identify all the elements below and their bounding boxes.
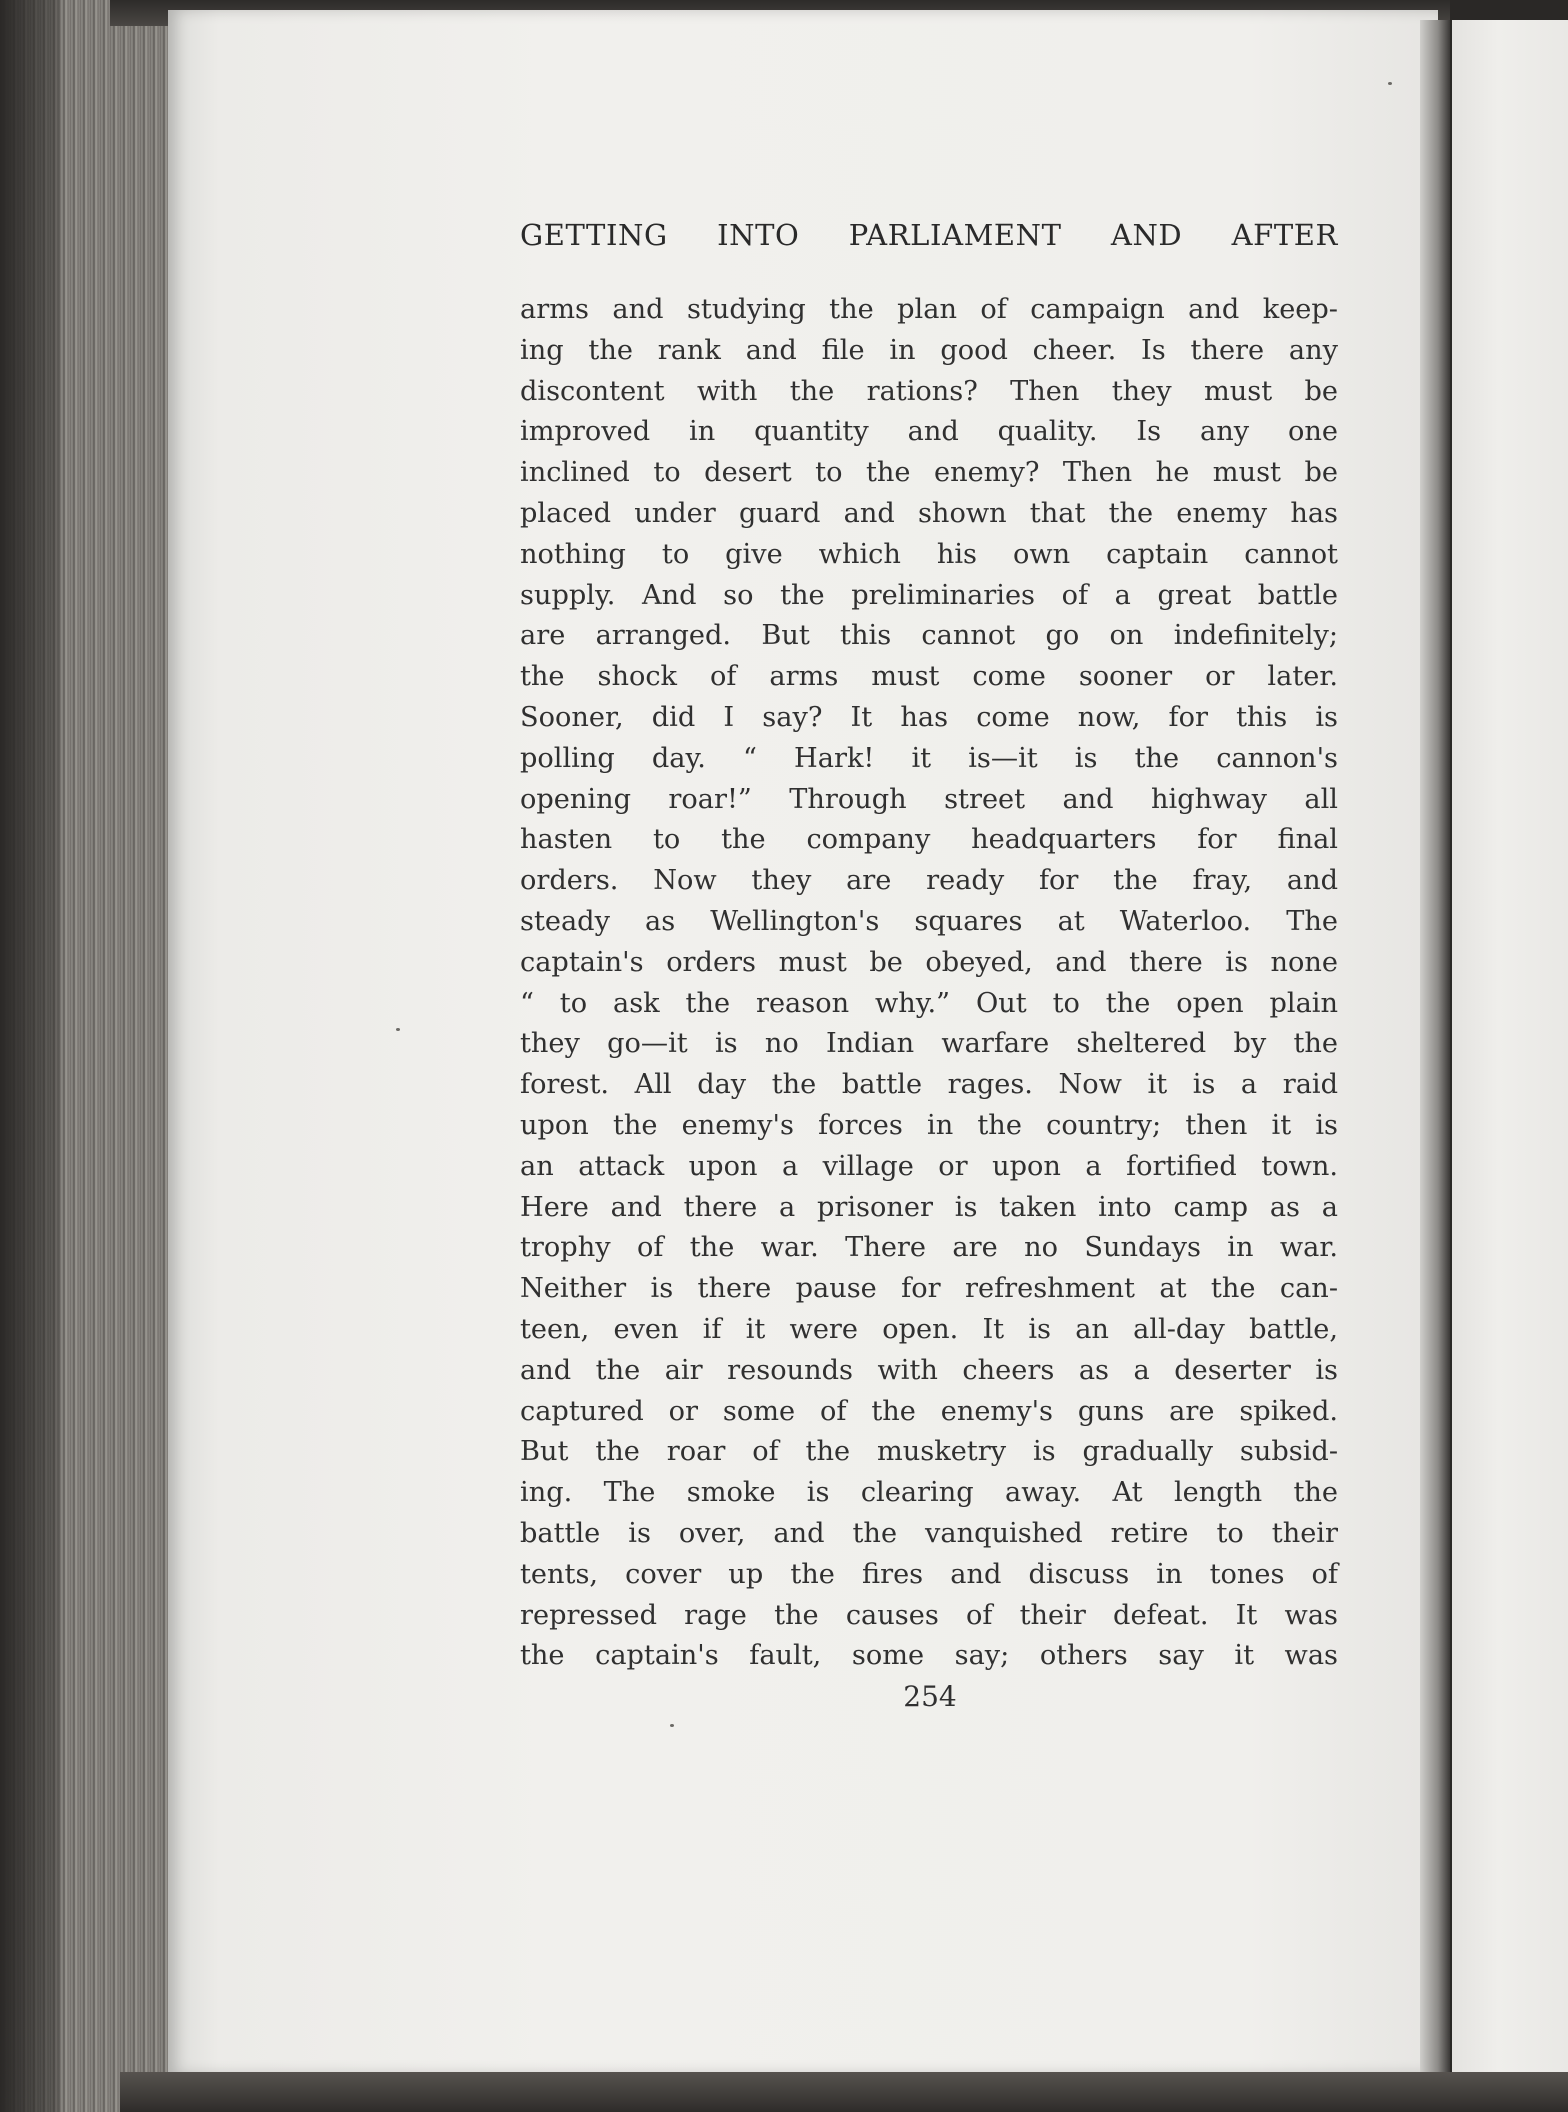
text-line: “ to ask the reason why.” Out to the open plain <box>520 987 1338 1019</box>
text-line: ing. The smoke is clearing away. At length the <box>520 1477 1338 1509</box>
gutter-shadow <box>1420 20 1450 2080</box>
text-line: the shock of arms must come sooner or later. <box>520 661 1338 693</box>
text-line: and the air resounds with cheers as a deserter is <box>520 1354 1338 1386</box>
text-line: But the roar of the musketry is gradually subsid- <box>520 1436 1338 1468</box>
text-line: arms and studying the plan of campaign and keep- <box>520 294 1338 325</box>
text-line: forest. All day the battle rages. Now it is a raid <box>520 1069 1338 1101</box>
text-line: captain's orders must be obeyed, and there is none <box>520 946 1338 978</box>
running-head: GETTING INTO PARLIAMENT AND AFTER <box>520 218 1338 252</box>
text-line: placed under guard and shown that the enemy has <box>520 497 1338 529</box>
text-line: trophy of the war. There are no Sundays in war. <box>520 1232 1338 1264</box>
paper-speck <box>670 1724 674 1727</box>
text-line: opening roar!” Through street and highway all <box>520 783 1338 815</box>
page-number: 254 <box>903 1680 957 1713</box>
text-line: battle is over, and the vanquished retire to their <box>520 1517 1338 1549</box>
paper-speck <box>1388 82 1392 85</box>
text-line: orders. Now they are ready for the fray, and <box>520 865 1338 897</box>
text-line: discontent with the rations? Then they must be <box>520 375 1338 407</box>
text-line: captured or some of the enemy's guns are spiked. <box>520 1395 1338 1427</box>
text-line: polling day. “ Hark! it is—it is the cannon's <box>520 742 1338 774</box>
text-line: Neither is there pause for refreshment at the can- <box>520 1273 1338 1305</box>
text-line: are arranged. But this cannot go on indefinitely; <box>520 620 1338 652</box>
text-line: upon the enemy's forces in the country; then it is <box>520 1109 1338 1141</box>
facing-page <box>1452 20 1568 2100</box>
text-line: supply. And so the preliminaries of a great battle <box>520 579 1338 611</box>
text-line: Here and there a prisoner is taken into camp as a <box>520 1191 1338 1223</box>
fore-edge-shadow <box>0 0 60 2112</box>
text-line: an attack upon a village or upon a fortified town. <box>520 1150 1338 1182</box>
text-line: they go—it is no Indian warfare sheltered by the <box>520 1028 1338 1060</box>
text-line: repressed rage the causes of their defeat. It was <box>520 1599 1338 1631</box>
body-text <box>520 290 1338 1677</box>
text-line: hasten to the company headquarters for final <box>520 824 1338 856</box>
text-line: tents, cover up the fires and discuss in tones of <box>520 1558 1338 1590</box>
text-line: steady as Wellington's squares at Waterloo. The <box>520 905 1338 937</box>
bottom-edge <box>120 2072 1568 2112</box>
text-line: ing the rank and file in good cheer. Is there any <box>520 334 1338 366</box>
text-line: the captain's fault, some say; others say it was <box>520 1640 1338 1672</box>
text-line: improved in quantity and quality. Is any one <box>520 416 1338 448</box>
text-line: teen, even if it were open. It is an all-day battle, <box>520 1313 1338 1345</box>
text-line: nothing to give which his own captain cannot <box>520 538 1338 570</box>
paper-speck <box>396 1028 400 1031</box>
text-line: inclined to desert to the enemy? Then he must be <box>520 457 1338 489</box>
text-line: Sooner, did I say? It has come now, for this is <box>520 701 1338 733</box>
